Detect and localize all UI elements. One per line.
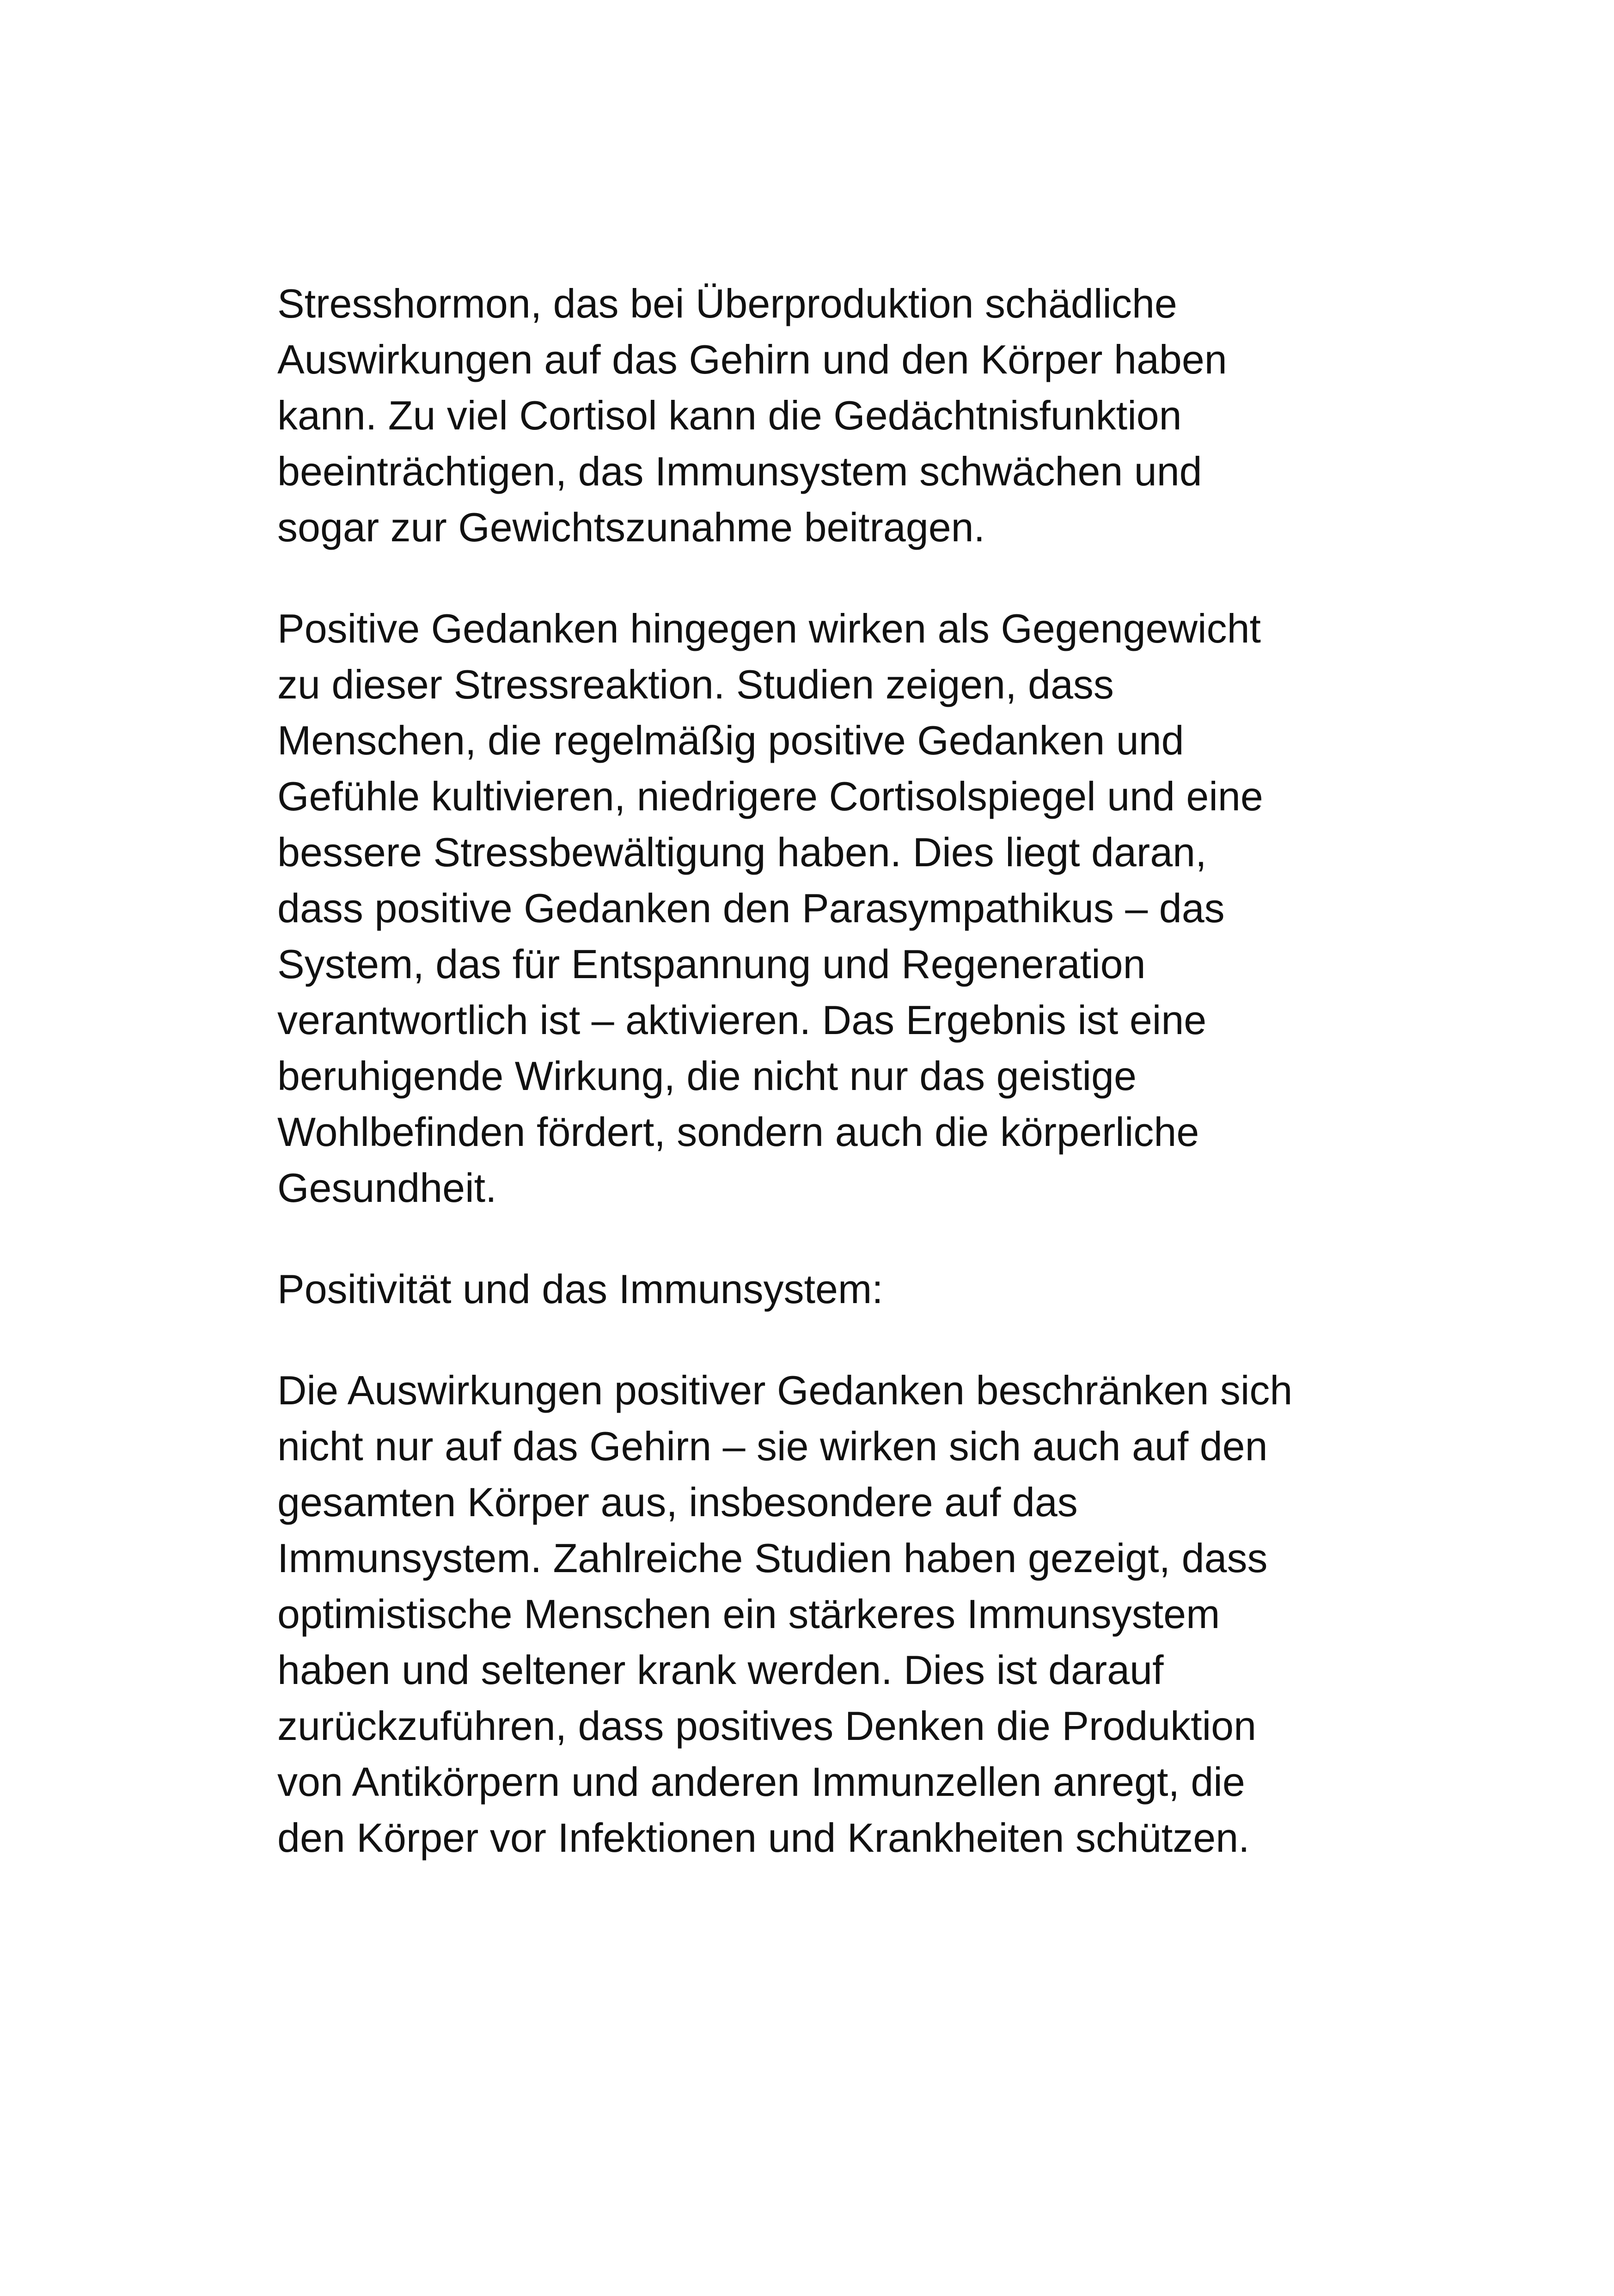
text-line: Positive Gedanken hingegen wirken als Gegengewicht (277, 606, 1261, 651)
text-line: Gesundheit. (277, 1165, 497, 1211)
paragraph-positive-thoughts (277, 600, 1387, 1216)
text-line: kann. Zu viel Cortisol kann die Gedächtnisfunktion (277, 392, 1182, 438)
paragraph-immune-effects (277, 1362, 1387, 1866)
text-line: nicht nur auf das Gehirn – sie wirken sich auch auf den (277, 1423, 1268, 1469)
text-line: Wohlbefinden fördert, sondern auch die körperliche (277, 1109, 1199, 1155)
text-line: den Körper vor Infektionen und Krankheiten schützen. (277, 1815, 1250, 1861)
text-line: optimistische Menschen ein stärkeres Immunsystem (277, 1591, 1220, 1637)
text-line: System, das für Entspannung und Regeneration (277, 941, 1146, 987)
text-line: beruhigende Wirkung, die nicht nur das geistige (277, 1053, 1137, 1099)
body-text (277, 276, 1387, 1866)
text-line: Auswirkungen auf das Gehirn und den Körper haben (277, 337, 1227, 382)
text-line: dass positive Gedanken den Parasympathikus – das (277, 885, 1225, 931)
text-line: Positivität und das Immunsystem: (277, 1266, 883, 1312)
text-line: Stresshormon, das bei Überproduktion schädliche (277, 281, 1177, 326)
text-line: Menschen, die regelmäßig positive Gedanken und (277, 717, 1184, 763)
text-line: haben und seltener krank werden. Dies ist darauf (277, 1647, 1164, 1693)
text-line: zu dieser Stressreaktion. Studien zeigen, dass (277, 661, 1114, 707)
text-line: Immunsystem. Zahlreiche Studien haben gezeigt, dass (277, 1535, 1268, 1581)
text-line: bessere Stressbewältigung haben. Dies liegt daran, (277, 829, 1207, 875)
text-line: zurückzuführen, dass positives Denken die Produktion (277, 1703, 1257, 1749)
text-line: verantwortlich ist – aktivieren. Das Ergebnis ist eine (277, 997, 1207, 1043)
text-line: Die Auswirkungen positiver Gedanken beschränken sich (277, 1367, 1293, 1413)
text-line: sogar zur Gewichtszunahme beitragen. (277, 504, 985, 550)
text-line: Gefühle kultivieren, niedrigere Cortisolspiegel und eine (277, 773, 1263, 819)
text-line: von Antikörpern und anderen Immunzellen anregt, die (277, 1759, 1245, 1805)
section-heading-immune-system (277, 1261, 1387, 1317)
text-line: beeinträchtigen, das Immunsystem schwächen und (277, 448, 1202, 494)
text-line: gesamten Körper aus, insbesondere auf das (277, 1479, 1078, 1525)
paragraph-cortisol-effects (277, 276, 1387, 555)
